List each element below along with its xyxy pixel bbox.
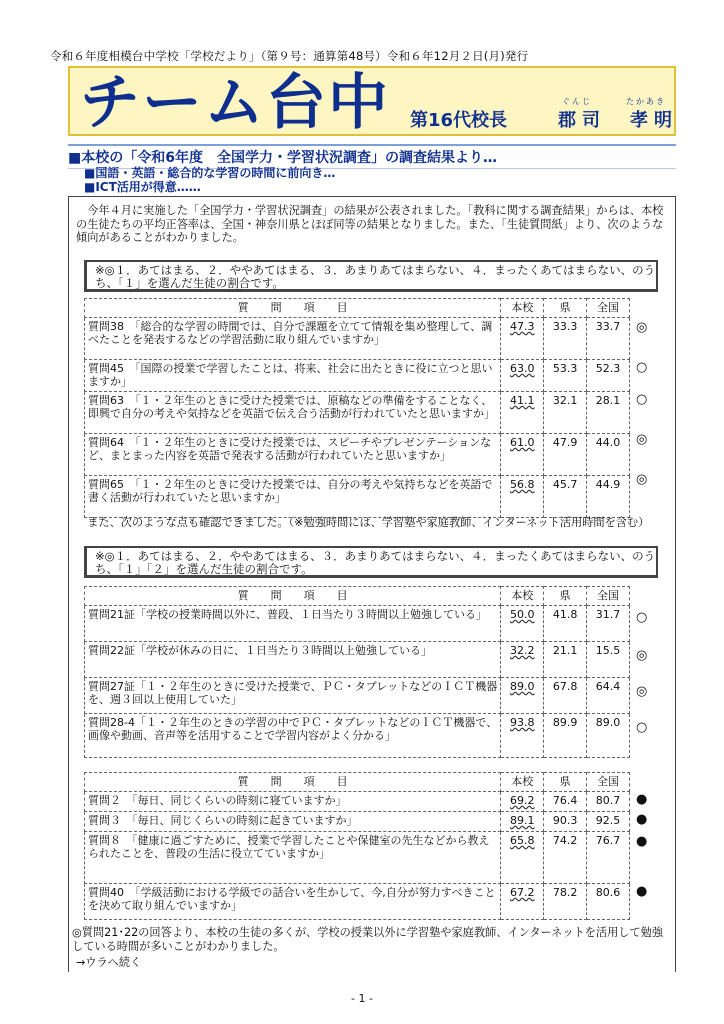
table-row — [85, 832, 630, 884]
intro-paragraph: 今年４月に実施した「全国学力・学習状況調査」の結果が公表されました。「教科に関する調査結果」からは、本校の生徒たちの平均正答率は、全国・神奈川県とほぼ同等の結果となりました。また、「生徒質問紙」より、次のような傾向があることがわかりました。 — [76, 204, 664, 244]
pref-value: 45.7 — [544, 476, 587, 518]
col-school: 本校 — [501, 773, 544, 792]
rating-mark: ● — [636, 884, 648, 899]
pref-value: 32.1 — [544, 392, 587, 434]
question-text: 質問65 「１・２年生のときに受けた授業では、自分の考えや気持ちなどを英語で書く活動が行われていたと思いますか」 — [85, 476, 501, 518]
rating-mark: ○ — [636, 720, 648, 735]
rating-mark: ○ — [636, 360, 648, 375]
question-text: 質問38 「総合的な学習の時間では、自分で課題を立てて情報を集め整理して、調べたことを発表するなどの学習活動に取り組んでいますか」 — [85, 318, 501, 360]
subhead-2: ■ICT活用が得意…… — [84, 180, 201, 194]
mid-paragraph: また、次のような点も確認できました。（※勉強時間には、学習塾や家庭教師、インターネット活用時間を含む） — [87, 516, 650, 529]
school-value: 56.8 — [501, 476, 544, 518]
table-row — [85, 606, 630, 642]
school-value: 67.2 — [501, 884, 544, 920]
question-text: 質問２ 「毎日、同じくらいの時刻に寝ていますか」 — [85, 792, 501, 812]
question-text: 質問64 「１・２年生のときに受けた授業では、スピーチやプレゼンテーションなど、まとまった内容を英語で発表する活動が行われていたと思いますか」 — [85, 434, 501, 476]
school-value: 32.2 — [501, 642, 544, 678]
pref-value: 41.8 — [544, 606, 587, 642]
question-text: 質問40 「学級活動における学級での話合いを生かして、今,自分が努力すべきことを決めて取り組んでいますか」 — [85, 884, 501, 920]
table-row — [85, 392, 630, 434]
question-text: 質問８ 「健康に過ごすために、授業で学習したことや保健室の先生などから教えられたことを、普段の生活に役立てていますか」 — [85, 832, 501, 884]
col-item: 質 問 項 目 — [85, 587, 501, 606]
nation-value: 64.4 — [587, 678, 630, 714]
masthead-title: チーム台中 — [80, 68, 390, 138]
nation-value: 52.3 — [587, 360, 630, 392]
principal-title: 第16代校長 — [410, 110, 508, 131]
nation-value: 28.1 — [587, 392, 630, 434]
question-text: 質問63 「１・２年生のときに受けた授業では、原稿などの準備をすることなく、即興で自分の考えや気持などを英語で伝え合う活動が行われていたと思いますか」 — [85, 392, 501, 434]
question-text: 質問28-4「１・２年生のときの学習の中でＰＣ・タブレットなどのＩＣＴ機器で、画像や動画、音声等を活用することで学習内容がよく分かる」 — [85, 714, 501, 758]
school-value: 89.0 — [501, 678, 544, 714]
article-headline: ■本校の「令和6年度 全国学力・学習状況調査」の調査結果より… — [68, 144, 676, 169]
legend-note-2: ※◎１．あてはまる、２．ややあてはまる、３．あまりあてはまらない、４．まったくあてはまらない、のうち、「１」「２」を選んだ生徒の割合です。 — [84, 546, 658, 578]
survey-table-1 — [84, 298, 630, 518]
nation-value: 89.0 — [587, 714, 630, 758]
rating-mark: ○ — [636, 610, 648, 625]
col-pref: 県 — [544, 587, 587, 606]
pref-value: 47.9 — [544, 434, 587, 476]
table-row — [85, 642, 630, 678]
nation-value: 33.7 — [587, 318, 630, 360]
continued-note: →ウラへ続く — [76, 956, 142, 969]
rating-mark: ◎ — [636, 648, 648, 663]
question-text: 質問27証「１・２年生のときに受けた授業で、ＰＣ・タブレットなどのＩＣＴ機器を、週３回以上使用していた」 — [85, 678, 501, 714]
table-row — [85, 360, 630, 392]
pref-value: 21.1 — [544, 642, 587, 678]
table-header-row — [85, 299, 630, 318]
table-row — [85, 884, 630, 920]
ruby-given-name: たかあき — [626, 97, 666, 106]
school-value: 93.8 — [501, 714, 544, 758]
nation-value: 44.0 — [587, 434, 630, 476]
school-value: 47.3 — [501, 318, 544, 360]
rating-mark: ◎ — [636, 684, 648, 699]
table-header-row — [85, 587, 630, 606]
table-row — [85, 434, 630, 476]
col-item: 質 問 項 目 — [85, 299, 501, 318]
pref-value: 74.2 — [544, 832, 587, 884]
school-value: 50.0 — [501, 606, 544, 642]
question-text: 質問３ 「毎日、同じくらいの時刻に起きていますか」 — [85, 812, 501, 832]
pref-value: 78.2 — [544, 884, 587, 920]
question-text: 質問21証「学校の授業時間以外に、普段、１日当たり３時間以上勉強している」 — [85, 606, 501, 642]
pref-value: 76.4 — [544, 792, 587, 812]
table-header-row — [85, 773, 630, 792]
survey-table-3 — [84, 772, 630, 920]
table-row — [85, 678, 630, 714]
pref-value: 89.9 — [544, 714, 587, 758]
pref-value: 67.8 — [544, 678, 587, 714]
issue-header-line: 令和６年度相模台中学校「学校だより」（第９号：通算第48号）令和６年12月２日(月)発行 — [50, 49, 529, 63]
school-value: 63.0 — [501, 360, 544, 392]
conclusion-paragraph: ◎質問21･22の回答より、本校の生徒の多くが、学校の授業以外に学習塾や家庭教師、インターネットを活用して勉強している時間が多いことがわかりました。 — [72, 926, 664, 953]
rating-mark: ◎ — [636, 320, 648, 335]
nation-value: 80.7 — [587, 792, 630, 812]
school-value: 69.2 — [501, 792, 544, 812]
col-school: 本校 — [501, 587, 544, 606]
pref-value: 33.3 — [544, 318, 587, 360]
rating-mark: ○ — [636, 392, 648, 407]
school-value: 89.1 — [501, 812, 544, 832]
pref-value: 90.3 — [544, 812, 587, 832]
nation-value: 44.9 — [587, 476, 630, 518]
col-nation: 全国 — [587, 587, 630, 606]
nation-value: 15.5 — [587, 642, 630, 678]
col-pref: 県 — [544, 773, 587, 792]
principal-name: 郡司 孝明 — [558, 110, 678, 131]
nation-value: 76.7 — [587, 832, 630, 884]
question-text: 質問22証「学校が休みの日に、１日当たり３時間以上勉強している」 — [85, 642, 501, 678]
survey-table-2 — [84, 586, 630, 758]
rating-mark: ◎ — [636, 432, 648, 447]
ruby-family-name: ぐんじ — [562, 97, 592, 106]
nation-value: 31.7 — [587, 606, 630, 642]
legend-note-1: ※◎１．あてはまる、２．ややあてはまる、３．あまりあてはまらない、４．まったくあてはまらない、のうち、「１」を選んだ生徒の割合です。 — [84, 260, 658, 292]
nation-value: 80.6 — [587, 884, 630, 920]
table-row — [85, 476, 630, 518]
subhead-1: ■国語・英語・総合的な学習の時間に前向き… — [84, 166, 336, 180]
rating-mark: ● — [636, 834, 648, 849]
table-row — [85, 318, 630, 360]
question-text: 質問45 「国際の授業で学習したことは、将来、社会に出たときに役に立つと思いますか」 — [85, 360, 501, 392]
col-pref: 県 — [544, 299, 587, 318]
pref-value: 53.3 — [544, 360, 587, 392]
school-value: 65.8 — [501, 832, 544, 884]
nation-value: 92.5 — [587, 812, 630, 832]
col-school: 本校 — [501, 299, 544, 318]
table-row — [85, 792, 630, 812]
col-item: 質 問 項 目 — [85, 773, 501, 792]
rating-mark: ● — [636, 812, 648, 827]
rating-mark: ◎ — [636, 472, 648, 487]
col-nation: 全国 — [587, 299, 630, 318]
school-value: 61.0 — [501, 434, 544, 476]
rating-mark: ● — [636, 792, 648, 807]
school-value: 41.1 — [501, 392, 544, 434]
page-number: - 1 - — [351, 992, 373, 1005]
col-nation: 全国 — [587, 773, 630, 792]
table-row — [85, 812, 630, 832]
table-row — [85, 714, 630, 758]
